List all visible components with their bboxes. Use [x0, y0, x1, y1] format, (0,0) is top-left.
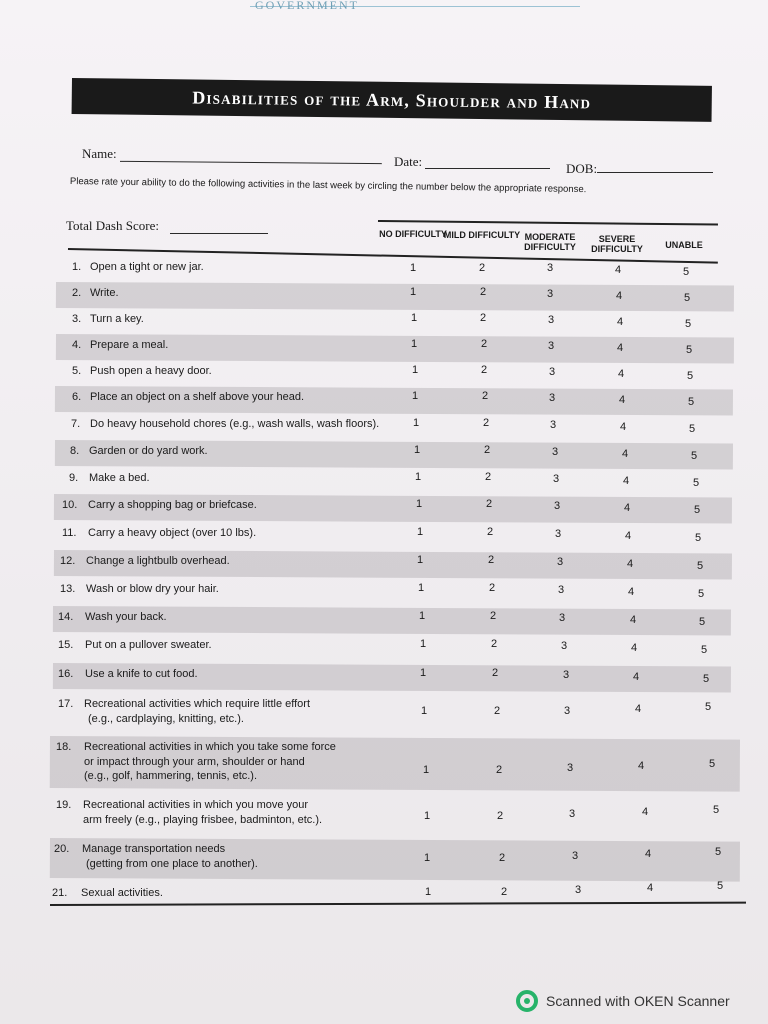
item-text: Open a tight or new jar. — [90, 261, 204, 273]
dob-label: DOB: — [566, 161, 598, 176]
column-header-5: UNABLE — [665, 240, 703, 250]
rating-option-3[interactable]: 3 — [552, 473, 560, 485]
rating-option-1[interactable]: 1 — [420, 705, 428, 717]
rating-option-5[interactable]: 5 — [714, 846, 722, 858]
rating-option-5[interactable]: 5 — [686, 370, 694, 382]
rating-option-5[interactable]: 5 — [683, 292, 691, 304]
item-number: 11. — [62, 527, 77, 539]
rating-option-5[interactable]: 5 — [685, 344, 693, 356]
rating-option-4[interactable]: 4 — [644, 848, 652, 860]
rating-option-5[interactable]: 5 — [702, 673, 710, 685]
item-number: 15. — [58, 639, 74, 651]
rating-option-2[interactable]: 2 — [486, 526, 494, 538]
rating-option-4[interactable]: 4 — [646, 882, 654, 894]
item-text: (e.g., cardplaying, knitting, etc.). — [88, 712, 244, 725]
item-text: Change a lightbulb overhead. — [86, 555, 230, 567]
column-header-3: MODERATE DIFFICULTY — [524, 232, 576, 252]
rating-option-3[interactable]: 3 — [562, 669, 570, 681]
rating-option-2[interactable]: 2 — [483, 444, 491, 456]
rating-option-5[interactable]: 5 — [687, 396, 695, 408]
rating-option-5[interactable]: 5 — [712, 804, 720, 816]
item-text: Carry a shopping bag or briefcase. — [88, 499, 257, 511]
rating-option-1[interactable]: 1 — [423, 852, 431, 864]
item-number: 16. — [58, 668, 74, 680]
item-text: (getting from one place to another). — [86, 857, 258, 870]
rating-option-5[interactable]: 5 — [696, 560, 704, 572]
rating-option-1[interactable]: 1 — [417, 582, 425, 594]
rating-option-5[interactable]: 5 — [692, 477, 700, 489]
rating-option-5[interactable]: 5 — [690, 450, 698, 462]
item-text: Prepare a meal. — [90, 339, 169, 351]
table-bottom-rule — [50, 902, 746, 906]
rating-option-3[interactable]: 3 — [571, 850, 579, 862]
rating-option-1[interactable]: 1 — [410, 338, 418, 350]
rating-option-3[interactable]: 3 — [549, 419, 557, 431]
rating-option-2[interactable]: 2 — [479, 286, 487, 298]
rating-option-5[interactable]: 5 — [708, 758, 716, 770]
rating-option-4[interactable]: 4 — [626, 558, 634, 570]
rating-option-4[interactable]: 4 — [618, 394, 626, 406]
item-number: 5. — [72, 365, 82, 377]
item-number: 9. — [69, 472, 79, 484]
rating-option-2[interactable]: 2 — [481, 390, 489, 402]
rating-option-3[interactable]: 3 — [546, 262, 554, 274]
rating-option-2[interactable]: 2 — [489, 610, 497, 622]
rating-option-3[interactable]: 3 — [551, 446, 559, 458]
rating-option-4[interactable]: 4 — [616, 316, 624, 328]
rating-option-2[interactable]: 2 — [480, 338, 488, 350]
rating-option-1[interactable]: 1 — [424, 886, 432, 898]
column-header-1: NO DIFFICULTY — [379, 229, 447, 239]
rating-option-2[interactable]: 2 — [493, 705, 501, 717]
rating-option-5[interactable]: 5 — [694, 532, 702, 544]
government-header-text: GOVERNMENT — [255, 0, 359, 12]
rating-option-2[interactable]: 2 — [496, 810, 504, 822]
item-text: Push open a heavy door. — [90, 365, 212, 377]
item-text: or impact through your arm, shoulder or hand — [84, 755, 305, 768]
item-number: 2. — [72, 287, 82, 299]
rating-option-2[interactable]: 2 — [491, 667, 499, 679]
name-label: Name: — [82, 146, 117, 161]
rating-option-2[interactable]: 2 — [478, 262, 486, 274]
scanner-text: Scanned with OKEN Scanner — [546, 993, 730, 1009]
rating-option-1[interactable]: 1 — [416, 554, 424, 566]
dob-field[interactable] — [597, 172, 713, 173]
rating-option-5[interactable]: 5 — [693, 504, 701, 516]
row-shading — [56, 282, 734, 312]
rating-option-1[interactable]: 1 — [418, 610, 426, 622]
item-text: Carry a heavy object (over 10 lbs). — [88, 527, 257, 539]
item-number: 10. — [62, 499, 78, 511]
rating-option-1[interactable]: 1 — [416, 526, 424, 538]
name-field[interactable] — [120, 161, 382, 164]
rating-option-2[interactable]: 2 — [500, 886, 508, 898]
rating-option-1[interactable]: 1 — [410, 312, 418, 324]
rating-option-5[interactable]: 5 — [688, 423, 696, 435]
rating-option-1[interactable]: 1 — [423, 810, 431, 822]
item-number: 14. — [58, 611, 74, 623]
rating-option-4[interactable]: 4 — [637, 760, 645, 772]
rating-option-5[interactable]: 5 — [698, 616, 706, 628]
rating-option-4[interactable]: 4 — [627, 586, 635, 598]
page-title: Disabilities of the Arm, Shoulder and Hand — [192, 86, 592, 112]
rating-option-4[interactable]: 4 — [617, 368, 625, 380]
rating-option-2[interactable]: 2 — [482, 417, 490, 429]
rating-option-3[interactable]: 3 — [568, 808, 576, 820]
rating-option-3[interactable]: 3 — [548, 392, 556, 404]
rating-option-2[interactable]: 2 — [495, 764, 503, 776]
rating-option-4[interactable]: 4 — [616, 342, 624, 354]
item-text: Recreational activities which require little effort — [84, 698, 311, 710]
item-text: Write. — [90, 287, 119, 299]
rating-option-4[interactable]: 4 — [622, 475, 630, 487]
rating-option-4[interactable]: 4 — [619, 421, 627, 433]
item-number: 12. — [60, 555, 76, 567]
rating-option-2[interactable]: 2 — [479, 312, 487, 324]
item-number: 20. — [54, 843, 70, 855]
rating-option-5[interactable]: 5 — [682, 266, 690, 278]
rating-option-3[interactable]: 3 — [547, 340, 555, 352]
total-score-field[interactable] — [170, 233, 268, 234]
instructions-text: Please rate your ability to do the following activities in the last week by circling the number below the appropriate response. — [69, 176, 587, 196]
rating-option-2[interactable]: 2 — [490, 638, 498, 650]
item-text: Sexual activities. — [81, 887, 163, 899]
rating-option-3[interactable]: 3 — [548, 366, 556, 378]
rating-option-2[interactable]: 2 — [485, 498, 493, 510]
rating-option-3[interactable]: 3 — [574, 884, 582, 896]
rating-option-3[interactable]: 3 — [557, 584, 565, 596]
rating-option-2[interactable]: 2 — [487, 554, 495, 566]
item-number: 13. — [60, 583, 76, 595]
rating-option-2[interactable]: 2 — [488, 582, 496, 594]
rating-option-1[interactable]: 1 — [419, 667, 427, 679]
rating-option-3[interactable]: 3 — [547, 314, 555, 326]
item-text: Make a bed. — [89, 472, 150, 484]
rating-option-4[interactable]: 4 — [614, 264, 622, 276]
item-text: Use a knife to cut food. — [85, 668, 198, 680]
column-header-4: SEVERE DIFFICULTY — [591, 234, 643, 254]
rating-option-1[interactable]: 1 — [409, 286, 417, 298]
rating-option-2[interactable]: 2 — [484, 471, 492, 483]
rating-option-4[interactable]: 4 — [634, 703, 642, 715]
item-number: 21. — [52, 887, 68, 899]
item-text: Turn a key. — [90, 313, 144, 325]
oken-logo-icon — [516, 990, 538, 1012]
item-number: 17. — [58, 698, 74, 710]
total-score-label: Total Dash Score: — [66, 218, 159, 233]
rating-option-1[interactable]: 1 — [414, 471, 422, 483]
item-text: arm freely (e.g., playing frisbee, badminton, etc.). — [83, 813, 323, 826]
rating-option-2[interactable]: 2 — [480, 364, 488, 376]
column-header-top-rule — [378, 220, 718, 226]
rating-option-5[interactable]: 5 — [684, 318, 692, 330]
item-number: 6. — [72, 391, 82, 403]
date-field[interactable] — [425, 168, 550, 169]
rating-option-3[interactable]: 3 — [563, 705, 571, 717]
rating-option-1[interactable]: 1 — [413, 444, 421, 456]
item-text: (e.g., golf, hammering, tennis, etc.). — [84, 770, 258, 782]
rating-option-5[interactable]: 5 — [697, 588, 705, 600]
rating-option-1[interactable]: 1 — [411, 390, 419, 402]
rating-option-4[interactable]: 4 — [630, 642, 638, 654]
rating-option-3[interactable]: 3 — [560, 640, 568, 652]
item-text: Wash your back. — [85, 611, 167, 623]
item-text: Do heavy household chores (e.g., wash walls, wash floors). — [90, 418, 380, 430]
rating-option-1[interactable]: 1 — [419, 638, 427, 650]
item-text: Put on a pullover sweater. — [85, 639, 212, 651]
rating-option-1[interactable]: 1 — [411, 364, 419, 376]
column-header-2: MILD DIFFICULTY — [443, 230, 521, 240]
rating-option-3[interactable]: 3 — [558, 612, 566, 624]
rating-option-1[interactable]: 1 — [415, 498, 423, 510]
rating-option-3[interactable]: 3 — [546, 288, 554, 300]
rating-option-4[interactable]: 4 — [632, 671, 640, 683]
rating-option-3[interactable]: 3 — [556, 556, 564, 568]
item-text: Garden or do yard work. — [89, 445, 208, 457]
item-text: Manage transportation needs — [82, 843, 226, 855]
rating-option-2[interactable]: 2 — [498, 852, 506, 864]
rating-option-5[interactable]: 5 — [704, 701, 712, 713]
rating-option-3[interactable]: 3 — [553, 500, 561, 512]
item-text: Recreational activities in which you move your — [83, 799, 308, 811]
item-number: 8. — [70, 445, 80, 457]
rating-option-1[interactable]: 1 — [409, 262, 417, 274]
rating-option-3[interactable]: 3 — [554, 528, 562, 540]
item-number: 7. — [71, 418, 81, 430]
rating-option-3[interactable]: 3 — [566, 762, 574, 774]
item-number: 1. — [72, 261, 82, 273]
rating-option-4[interactable]: 4 — [623, 502, 631, 514]
item-text: Place an object on a shelf above your head. — [90, 391, 305, 403]
rating-option-4[interactable]: 4 — [615, 290, 623, 302]
item-number: 18. — [56, 741, 72, 753]
rating-option-1[interactable]: 1 — [412, 417, 420, 429]
rating-option-4[interactable]: 4 — [629, 614, 637, 626]
item-number: 19. — [56, 799, 72, 811]
rating-option-5[interactable]: 5 — [716, 880, 724, 892]
date-label: Date: — [394, 154, 423, 169]
item-number: 4. — [72, 339, 82, 351]
rating-option-4[interactable]: 4 — [641, 806, 649, 818]
item-text: Wash or blow dry your hair. — [86, 583, 219, 595]
rating-option-5[interactable]: 5 — [700, 644, 708, 656]
rating-option-1[interactable]: 1 — [422, 764, 430, 776]
scanner-watermark — [516, 990, 730, 1012]
rating-option-4[interactable]: 4 — [624, 530, 632, 542]
item-number: 3. — [72, 313, 82, 325]
item-text: Recreational activities in which you take some force — [84, 741, 336, 753]
rating-option-4[interactable]: 4 — [621, 448, 629, 460]
title-bar — [72, 78, 712, 122]
